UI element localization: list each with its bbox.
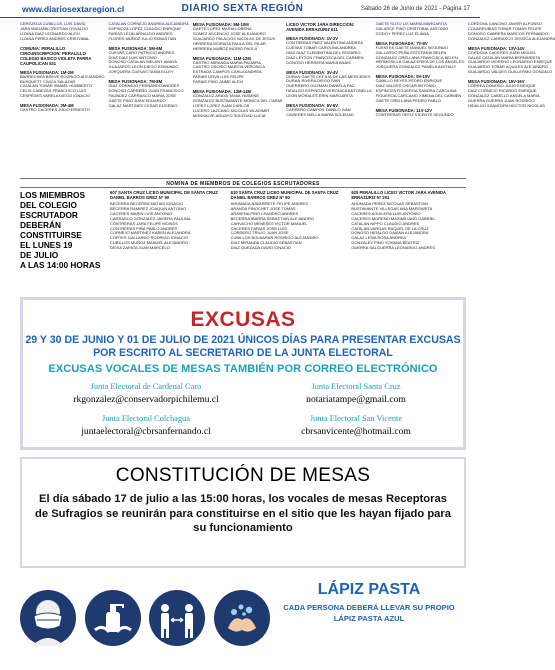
contact-san-vicente	[251, 414, 461, 437]
member-name: CARREÑO CAMPOS DANILO IVAN	[286, 107, 351, 113]
newspaper-name: DIARIO SEXTA REGIÓN	[181, 3, 304, 14]
member-name: BECERRA IBARRA SEBASTIAN ALEJANDRO	[230, 215, 315, 221]
mesa-block	[20, 46, 104, 66]
member-name: GAETE LOPEZ MARIA LORENA	[192, 26, 252, 31]
contact-label: Junta Electoral San Vicente	[309, 414, 403, 423]
member-name: BECERRA BECERRA MATIAS IGNACIO	[110, 201, 184, 206]
member-name: AHUMADA PEREZ NICOLAS SEBASTIAN	[351, 201, 428, 206]
member-name: FUENTES GAETE MANUEL SEGUNDO	[375, 44, 448, 50]
mesa-title: MESA FUSIONADA: 11M-12M	[192, 55, 251, 61]
member-name: CUBILLO REYES PEDRO ENRIQUE	[375, 78, 443, 84]
member-name: DIAZ DIAZ CLEMENTINA DEL ROSARIO	[286, 49, 361, 55]
member-name: GAETE SOTO LIS MARIA MARGARITA	[375, 21, 447, 26]
member-name: FLORES MUÑOZ JULIO SEBASTIAN	[108, 35, 177, 41]
member-name: CORDOVA CACERES JUAN MIGUEL	[467, 49, 537, 55]
lapiz-pasta-notice	[272, 581, 466, 623]
mesa-block	[286, 70, 372, 100]
mesa-title: MESA FUSIONADA: 9V-10V	[375, 74, 430, 80]
mesa-block	[376, 41, 464, 71]
member-name: CORDERO TRUJO JUAN JOSE	[230, 230, 289, 236]
notice-line: LOS MIEMBROS	[20, 190, 85, 200]
member-name: DIAZ MIRANDA CLAUDIO SEBASTIAN	[230, 240, 302, 246]
constitucion-title: CONSTITUCIÓN DE MESAS	[115, 465, 371, 486]
member-name: GODOY PEREZ LUZ ELIANA	[375, 30, 429, 36]
member-name: CACERES FARIAS JOSE LUIS	[230, 225, 287, 231]
mesa-block	[376, 74, 464, 104]
member-name: COVARRUBIAS TOBAR TOMAS FELIPE	[467, 25, 542, 31]
constitucion-body: El día sábado 17 de julio a las 15:00 horas, los vocales de mesas Receptoras de Sufragios se reunirán para constituirse en el sitio que les hayan fijado para su funcionamiento	[35, 493, 451, 534]
member-name: CESPEDES VARELA DIEGO IGNACIO	[20, 93, 91, 99]
mesa-block	[376, 108, 464, 118]
mesa-column	[108, 22, 188, 177]
member-name: DEVIA ZAPATA JUAN MARCELO	[110, 245, 170, 251]
member-name: GALARCE PINO CRISTOBAL ANTONIO	[375, 25, 449, 31]
notice-line: DEBERÁN	[20, 220, 62, 230]
member-name: DIAZ CORNEJO FERNANDO ANDRES	[108, 83, 180, 89]
notice-line: DE JULIO	[20, 250, 59, 260]
mesa-column	[286, 22, 372, 177]
member-name: GALLARDO PEÑA ESTEFANIA BELEN	[375, 49, 447, 55]
member-name: CAVIERES MELLA MARIA SOLEDAD	[286, 111, 354, 117]
colegio-title: 607 SANTA CRUZ LICEO MUNICIPAL DE SANTA CRUZ DANIEL BARROS GREZ Nº 90	[110, 190, 218, 200]
mesa-block	[286, 103, 372, 118]
member-name: DURAN GAETE CECILIA DE LAS MERCEDES	[286, 73, 371, 79]
member-name: GONZALEZ BUSTAMANTE MONICA DEL CARMI	[192, 97, 283, 103]
contact-colchagua	[41, 414, 251, 437]
contact-email[interactable]: notariatampe@gmail.com	[306, 394, 406, 405]
member-name: DIAZ QUEZADA DAVID IGNACIO	[230, 245, 292, 251]
notice-line: EL LUNES 19	[20, 240, 73, 250]
contact-email[interactable]: rkgonzalez@conservadorpichilemu.cl	[73, 394, 219, 405]
mesa-block	[468, 22, 555, 42]
constitucion-box	[20, 457, 466, 568]
member-name: BUSQUETT CIVICA SALAZAR	[20, 78, 76, 84]
member-name: GALAZ LEIVA ROSA ANDREA	[351, 235, 407, 241]
member-name: CORTES GALLARDO RODRIGO IGNACIO	[110, 235, 188, 241]
member-name: CACERES MARIN LUIS ANTONIO	[110, 210, 173, 216]
notice-line: A LAS 14:00 HORAS	[20, 260, 101, 270]
mesa-block	[286, 22, 372, 32]
constitution-notice	[20, 190, 104, 293]
member-name: CASTRO MIRANDA MARIA PALMIRA	[192, 59, 261, 65]
mesa-block	[108, 79, 188, 109]
excusas-subtitle: 29 Y 30 DE JUNIO Y 01 DE JULIO DE 2021 ÚNICOS DÍAS PARA PRESENTAR EXCUSAS POR ESCRITO AL SECRETARIO DE LA JUNTA ELECTORAL	[25, 334, 461, 359]
mesa-title: MESA FUSIONADA: 15V-16V	[467, 79, 525, 85]
colegio-title: 610 SANTA CRUZ LICEO MUNICIPAL DE SANTA CRUZ DANIEL BARROS GREZ Nº 90	[230, 190, 339, 200]
member-name: HERRERA MORAGA PAULA DEL PILAR	[192, 40, 266, 46]
member-name: HERMOSILLA GALAZ ERIKA DE LOS ANGELES	[375, 59, 464, 65]
mesa-column	[193, 22, 282, 177]
excusas-title: EXCUSAS	[190, 308, 296, 331]
member-name: FAUNDEZ CARRASCO MARIA JOSE	[108, 92, 177, 98]
mesa-title: MESA FUSIONADA: 7V-8V	[375, 40, 428, 46]
member-name: LUCERO LAZCANO NICOLAS WLADIMIR	[192, 107, 270, 113]
member-name: DONOSO CATALAN MELANY AMAYA	[108, 59, 178, 65]
member-name: LOPEZ LOPEZ JUAN CARLOS	[192, 102, 250, 108]
mesa-block	[20, 22, 104, 42]
mesa-block	[20, 70, 104, 100]
mesa-title: MESA FUSIONADA: 13M-14M	[192, 89, 252, 95]
mesa-title: MESA FUSIONADA: 3M-4M	[20, 103, 74, 109]
member-name: GUAJARDO PALACIOS NICOLAS DE JESUS	[192, 35, 276, 41]
issue-date: Sábado 26 de Junio de 2021 - Página 17	[360, 5, 470, 12]
member-name: BUSTAMANTE VILLEGAS ANA MARGARITA	[351, 205, 433, 211]
mesa-column	[376, 22, 464, 177]
member-name: CORNEJO MARTINEZ KAREN ALEJANDRA	[110, 230, 191, 236]
social-distance-icon	[149, 590, 205, 646]
member-name: CUEVAS TOBAR CAROLINA ANDREA	[286, 44, 356, 50]
mesa-block	[468, 46, 555, 76]
mesa-title: MESA FUSIONADA: 11V-12V	[375, 107, 433, 113]
handwashing-icon	[214, 590, 270, 646]
member-name: FIGUEROA CARCAMO XIMENA DEL CARMEN	[375, 92, 462, 98]
lapiz-title: LÁPIZ PASTA	[317, 581, 421, 598]
member-name: CATALAN VARGAS RAQUEL DE LA CRUZ	[351, 225, 429, 231]
member-name: MONSALVE AGUAYO SOLEDAD LUCIA	[192, 112, 266, 118]
mask-icon	[20, 590, 76, 646]
member-name: LIZANA PEREZ ANDRES CRISTOBAL	[20, 35, 90, 41]
contact-label: Junta Electoral de Cardenal Caro	[90, 382, 202, 391]
member-name: GUAJARDO TOBAR AQUILES ALEJANDRO	[467, 64, 549, 70]
lapiz-line2: LÁPIZ PASTA AZUL	[333, 614, 405, 623]
member-name: LIZANA DIAZ LEONARDO ALEXI	[20, 30, 80, 36]
member-name: CUEVAS CARO PATRICIO ANDRES	[108, 49, 175, 55]
excusas-vocales: EXCUSAS VOCALES DE MESAS TAMBIÉN POR CORREO ELECTRÓNICO	[48, 363, 438, 375]
member-name: GONZALEZ ARAYA TANIA YASMINE	[192, 93, 260, 99]
contact-email[interactable]: juntaelectoral@cbrsanfernando.cl	[81, 426, 211, 437]
mesa-block	[286, 36, 372, 66]
member-name: GONZALEZ CARRASCO JESSICA ALEJANDRA	[467, 35, 555, 41]
member-name: DIAZ VALDES OSCAR ANTONIO	[375, 83, 436, 89]
mesa-block	[376, 22, 464, 37]
member-name: GUAJARDO MORENO LEONARDO ENRIQUE	[467, 59, 553, 65]
contact-label: Junta Electoral Santa Cruz	[311, 382, 401, 391]
member-name: CONTRERAS PIÑA PABLO ANDRES	[110, 225, 178, 231]
divider	[20, 187, 466, 188]
mesa-block	[108, 46, 188, 76]
mesa-title: MESA FUSIONADA: 3V-4V	[286, 69, 339, 75]
member-name: CORDOVA CANCINO JAVIER ALFONSO	[467, 21, 543, 26]
member-name: BECERRA RAMIREZ JOAQUIN ANTONIO	[110, 205, 187, 211]
member-name: GUERRERO GUZMAN DANIELA PAZ	[286, 83, 355, 89]
member-name: CARVACHO MENESES VICTOR MANUEL	[230, 220, 308, 226]
hand-sanitizer-icon	[85, 590, 141, 646]
site-url[interactable]: www.diariosextaregion.cl	[22, 3, 125, 14]
member-name: CACERES AGUILERA LUIS ANTONIO	[351, 210, 421, 216]
member-name: GAETE ORELLANA PEDRO PABLO	[375, 97, 441, 103]
nomina-title: NOMINA DE MIEMBROS DE COLEGIOS ESCRUTADORES	[166, 181, 320, 187]
member-name: CUBILLOS MUÑOZ MANUEL ALEJANDRO	[110, 240, 189, 246]
member-name: GUAJARDO VALDES GUILLERMO GONZALO	[467, 69, 553, 75]
member-name: ARANDA PINOCHET JOSE TOMAS	[230, 205, 296, 211]
mesas-columns	[20, 21, 555, 177]
lapiz-line1: CADA PERSONA DEBERÁ LLEVAR SU PROPIO	[283, 603, 455, 612]
notice-line: ESCRUTADOR	[20, 210, 78, 220]
member-name: FARIAS LEON ARNALDO ANDRES	[108, 30, 173, 36]
mesa-title: MESA FUSIONADA: 13V-14V	[467, 45, 525, 51]
member-name: FARIAS LEIVA LUIS FELIPE	[192, 74, 244, 80]
member-name: DONOSO CARREÑO JUAN FRANCISCO	[108, 88, 184, 94]
member-name: CATALAN NIPPO CLAUDIO ANDRES	[351, 220, 420, 226]
member-name: DONOSO HIDALGO DAIANA ALEJANDRA	[351, 230, 429, 236]
member-name: GOMEZ ASCENCIO JOSE ALEJANDRO	[192, 30, 266, 36]
member-name: CORREA DONOSO JULIO ENRIQUE	[467, 83, 536, 89]
mesa-block	[20, 103, 104, 113]
contact-cardenal-caro	[41, 382, 251, 405]
member-name: ESPINOZA LOPEZ CLAUDIO ENRIQUE	[108, 25, 181, 31]
member-name: DURAN RIVERA DIEGO IVAN	[286, 78, 341, 84]
mesa-title: LICEO VICTOR JARA DIRECCION: AVENIDA ERRAZURIZ 611	[286, 22, 355, 32]
member-name: DIAZ CORNEJO RICARDO ENRIQUE	[467, 88, 537, 94]
contact-email[interactable]: cbrsanvicente@hotmail.com	[301, 426, 411, 437]
mesa-title: MESA FUSIONADA: 5M-6M	[108, 45, 163, 51]
colegio-625	[351, 190, 466, 293]
member-name: CELIS CABEZAS FRANCISCO LUIS	[20, 88, 87, 94]
member-name: CEREZEDA CUBILLOS LUIS DAVID	[20, 21, 86, 26]
member-name: GONZALEZ CABELLO ANGELA MARIA	[467, 92, 540, 98]
notice-line: DEL COLEGIO	[20, 200, 78, 210]
member-name: GAETE PINO JUAN EDUARDO	[108, 97, 166, 103]
member-name: CASTRO CACERES JULIO ERNESTO	[20, 107, 90, 113]
member-name: DONOSO CABRERA MARCOS FERNANDO	[467, 30, 549, 36]
member-name: ARAVENA PINO LEANDRO ANDRES	[230, 210, 299, 216]
member-name: FARIAS PINO JAIME ALEXI	[192, 79, 244, 85]
member-name: CATALAN CORNEJO ANDREA ALEJANDRA	[108, 21, 189, 26]
mesa-title: MESA FUSIONADA: 7M-8M	[108, 79, 163, 85]
member-name: GALAZ CATALAN MARIA BERNARDITA	[467, 54, 541, 60]
mesa-title: MESA FUSIONADA: 5V-6V	[286, 103, 339, 109]
member-name: DIAZ DIAZ LUIS ANTONIO	[108, 54, 157, 60]
colegio-title: 625 PERALILLO LICEO VICTOR JARA AVENIDA ERRAZURIZ Nº 201	[351, 190, 446, 200]
mesa-block	[108, 22, 188, 42]
mesa-column	[468, 22, 555, 177]
member-name: ESPINOZA FIGUEROA SANDRA CAROLINA	[375, 88, 457, 94]
member-name: LEON MORALES ERIN MARGARITA	[286, 93, 353, 99]
member-name: HERRERA MUÑOZ INGRID PAOLA	[192, 45, 258, 51]
page-header	[0, 0, 480, 18]
notice-line: CONSTITUIRSE	[20, 230, 82, 240]
member-name: GUAJARDO LEON DIEGO EDMUNDO	[108, 64, 179, 70]
member-name: CACERES MORENO MAXIMILIANO GABRIEL	[351, 215, 436, 221]
member-name: JORQUERA CUEVAS TANIA ELLEY	[108, 69, 174, 75]
mesa-title: MESA FUSIONADA: 1V-2V	[286, 36, 339, 41]
member-name: GONZALEZ ORELLANA FRANCISCA BELEN	[375, 54, 458, 60]
contact-santa-cruz	[251, 382, 461, 405]
member-name: HIDALGO SAAVEDRA HECTOR NICOLAS	[467, 102, 545, 108]
member-name: GUERRA GUERRA JUAN RODRIGO	[467, 97, 535, 103]
mesa-block	[468, 79, 555, 109]
member-name: BARRECHEA BREVE RODRIGO ALEJANDRO	[20, 73, 105, 79]
member-name: GALAZ MARTINEZ CESAR EUGENIO	[108, 102, 178, 108]
member-name: CONTRERAS JARA FELIPE MOISES	[110, 220, 178, 226]
mesa-column	[20, 22, 104, 177]
mesa-title: MESA FUSIONADA: 9M-10M	[192, 22, 249, 27]
member-name: AHUMADA NAVARRETE FELIPE ANDRES	[230, 201, 308, 206]
mesa-block	[193, 56, 282, 86]
mesa-block	[193, 22, 282, 52]
member-name: JORQUERA GONZALEZ PAMELA ANTHALY	[375, 64, 457, 70]
member-name: DIAZ LEYTON FRANCISCA DEL CARMEN	[286, 54, 364, 60]
nomina-section	[20, 190, 466, 293]
member-name: GUERRA SALGUERRA LEONARDO ANDRES	[351, 245, 435, 251]
member-name: CUBILLOS BOLBARAN RODRIGO ALEJANDRO	[230, 235, 319, 241]
member-name: JARA MAGAÑA CRISTIAN OSVALDO	[20, 25, 89, 31]
colegio-607	[110, 190, 225, 293]
member-name: GONZALEZ PINO YOHANA BEATRIZ	[351, 240, 420, 246]
member-name: CASTRO OSORIO MARCIA VERONICA	[192, 64, 266, 70]
mesa-title: MESA FUSIONADA: 1M-2M	[20, 69, 74, 75]
health-icons	[20, 578, 270, 658]
member-name: HIDALGO ESPINOZA VERONICA ANTONELLA	[286, 88, 372, 94]
mesa-block	[193, 89, 282, 119]
excusas-box	[20, 297, 466, 450]
mesa-title: COMUNA: PERALILLO CIRCUNSCRIPCION: PERALILLO COLEGIO BASICO VIOLETA PARRA CAUPOLICAN 531	[20, 45, 92, 66]
member-name: CATALAN TOBAR ISMAEL HUMBERTO	[20, 83, 93, 89]
divider	[20, 178, 466, 179]
colegio-610	[231, 190, 346, 293]
member-name: CONTRERAS ORTIZ VICENTE SEGUNDO	[375, 111, 454, 117]
member-name: CARRASCO GONZALEZ JAVIERA PAULINA	[110, 215, 191, 221]
member-name: ESTRADA CAMPOS CARLA ANDREA	[192, 69, 262, 75]
contact-label: Junta Electoral Colchagua	[102, 414, 190, 423]
member-name: CONTRERAS PAEZ VALENTINA ANDREA	[286, 40, 363, 45]
member-name: DONOSO HERRERA MARIA ANAIS	[286, 59, 351, 65]
